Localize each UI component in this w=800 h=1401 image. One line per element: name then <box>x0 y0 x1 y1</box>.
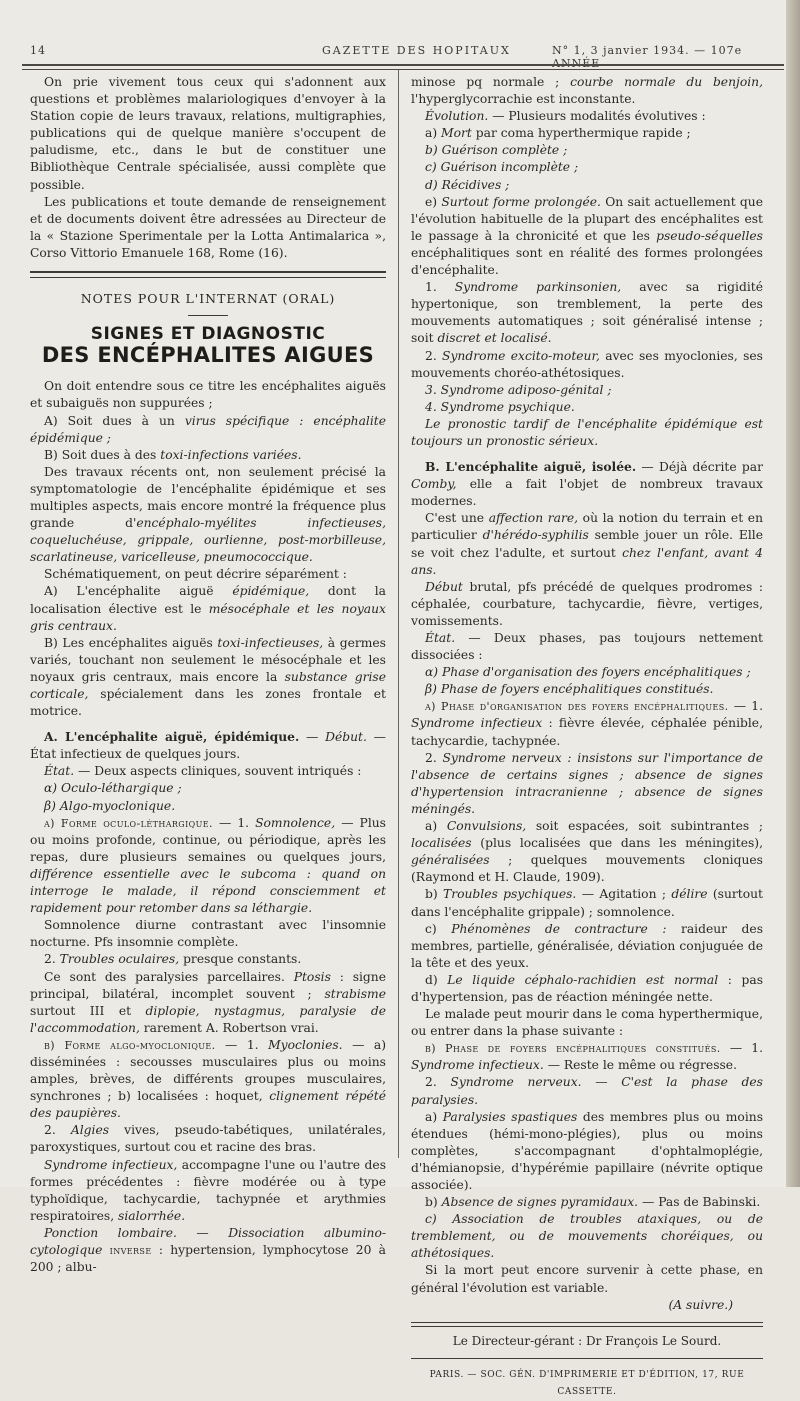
paragraph: 1. Syndrome parkinsonien, avec sa rigidité hypertonique, son tremblement, la perte des mouvements automatiques ; soit généralisé intense ; soit discret et localisé. <box>411 280 763 346</box>
short-rule <box>188 315 228 316</box>
paragraph: Schématiquement, on peut décrire séparément : <box>44 567 347 582</box>
paragraph: 2. Syndrome nerveux : insistons sur l'importance de l'absence de certains signes ; absence de signes d'hypertension intracranienne ; absence de signes méningés. <box>411 750 763 816</box>
intro-paragraph-2: Les publications et toute demande de renseignement et de documents doivent être adressées au Directeur de la « Stazione Sperimentale per la Lotta Antimalarica », Corso Vittorio Emanuele 168, Rome (16). <box>30 194 386 260</box>
list-item: a) Mort par coma hyperthermique rapide ; <box>425 126 691 141</box>
notes-heading: NOTES POUR L'INTERNAT (ORAL) <box>80 291 336 307</box>
journal-title: GAZETTE DES HOPITAUX <box>322 44 511 57</box>
list-item: d) Récidives ; <box>425 177 510 192</box>
list-item: b) Guérison complète ; <box>425 143 568 158</box>
paragraph: 2. Troubles oculaires, presque constants. <box>44 952 302 967</box>
section-a-heading: A. L'encéphalite aiguë, épidémique. — Début. — État infectieux de quelques jours. <box>30 729 386 762</box>
publisher-line: Le Directeur-gérant : Dr François Le Sourd. <box>452 1333 722 1348</box>
list-item: 3. Syndrome adiposo-génital ; <box>425 382 612 397</box>
paragraph: minose pq normale ; courbe normale du benjoin, l'hyperglycorrachie est inconstante. <box>411 75 763 107</box>
issue-info: N° 1, 3 janvier 1934. — 107e ANNÉE <box>552 44 743 70</box>
paragraph: Si la mort peut encore survenir à cette phase, en général l'évolution est variable. <box>411 1263 763 1295</box>
article-title-line-2: DES ENCÉPHALITES AIGUES <box>41 343 375 368</box>
paragraph: A) Soit dues à un virus spécifique : encéphalite épidémique ; <box>30 413 386 445</box>
footer-rule <box>411 1322 763 1327</box>
paragraph: C'est une affection rare, où la notion du terrain et en particulier d'hérédo-syphilis semble jouer un rôle. Elle se voit chez l'adulte, et surtout chez l'enfant, avant 4 ans. <box>411 511 764 577</box>
running-header <box>22 44 782 70</box>
list-item: β) Phase de foyers encéphalitiques constitués. <box>425 682 714 697</box>
paragraph: Ce sont des paralysies parcellaires. Ptosis : signe principal, bilatéral, incomplet souvent ; strabisme surtout III et diplopie, nystagmus, paralysie de l'accommodation, rarement A. Robertson vrai. <box>30 969 387 1035</box>
list-item: α) Phase d'organisation des foyers encéphalitiques ; <box>425 665 751 680</box>
article-title-line-1: SIGNES ET DIAGNOSTIC <box>90 324 326 345</box>
paragraph: α) Forme oculo-léthargique. — 1. Somnolence, — Plus ou moins profonde, continue, ou périodique, après les repas, dure plusieurs semaines ou quelques jours, différence essentielle avec le subcoma : quand on interroge le malade, il répond consciemment et rapidement pour retomber dans sa léthargie. <box>30 815 386 916</box>
paragraph: 2. Algies vives, pseudo-tabétiques, unilatérales, paroxystiques, surtout cou et racine des bras. <box>30 1123 386 1155</box>
list-item: 4. Syndrome psychique. <box>425 399 575 414</box>
paragraph: d) Le liquide céphalo-rachidien est normal : pas d'hypertension, pas de réaction méningée nette. <box>411 972 764 1004</box>
list-item: c) Guérison incomplète ; <box>425 160 579 175</box>
paragraph: Syndrome infectieux, accompagne l'une ou l'autre des formes précédentes : fièvre modérée ou à type typhoïdique, tachycardie, tachypnée et arythmies respiratoires, sialorrhée. <box>30 1157 387 1223</box>
right-column <box>411 74 763 1401</box>
paragraph: On doit entendre sous ce titre les encéphalites aiguës et subaiguës non suppurées ; <box>30 379 386 411</box>
printer-rule <box>411 1358 763 1359</box>
page-number: 14 <box>30 44 46 57</box>
paragraph: Somnolence diurne contrastant avec l'insomnie nocturne. Pfs insomnie complète. <box>30 918 386 950</box>
column-divider <box>398 70 399 1158</box>
paragraph: c) Phénomènes de contracture : raideur des membres, partielle, généralisée, déviation conjuguée de la tête et des yeux. <box>411 921 764 970</box>
paragraph: Des travaux récents ont, non seulement précisé la symptomatologie de l'encéphalite épidémique et ses multiples aspects, mais encore montré la fréquence plus grande d'encéphalo-myélites infectieuses, coqueluchéuse, grippale, ourlienne, post-morbilleuse, scarlatineuse, varicelleuse, pneumococcique. <box>30 464 386 565</box>
paragraph: 2. Syndrome excito-moteur, avec ses myoclonies, ses mouvements choréo-athétosiques. <box>411 348 763 380</box>
to-be-continued: (A suivre.) <box>668 1297 733 1312</box>
page-edge <box>786 0 800 1187</box>
section-b-heading: B. L'encéphalite aiguë, isolée. — Déjà décrite par Comby, elle a fait l'objet de nombreux travaux modernes. <box>411 459 763 509</box>
paragraph: 2. Syndrome nerveux. — C'est la phase des paralysies. <box>411 1075 763 1107</box>
paragraph: État. — Deux aspects cliniques, souvent intriqués : <box>44 764 362 779</box>
paragraph: État. — Deux phases, pas toujours nettement dissociées : <box>411 631 763 663</box>
paragraph: Évolution. — Plusieurs modalités évolutives : <box>425 109 706 124</box>
paragraph: b) Troubles psychiques. — Agitation ; délire (surtout dans l'encéphalite grippale) ; somnolence. <box>411 887 763 919</box>
paragraph: e) Surtout forme prolongée. On sait actuellement que l'évolution habituelle de la plupart des encéphalites est le passage à la chronicité et que les pseudo-séquelles encéphalitiques sont en réalité des formes prolongées d'encéphalite. <box>411 194 763 278</box>
paragraph: β) Forme algo-myoclonique. — 1. Myoclonies. — a) disséminées : secousses musculaires plus ou moins amples, brèves, de différents groupes musculaires, synchrones ; b) localisées : hoquet, clignement répété des paupières. <box>30 1037 387 1121</box>
paragraph: B) Soit dues à des toxi-infections variées. <box>44 447 302 462</box>
paragraph: Ponction lombaire. — Dissociation albumino-cytologique inverse : hypertension, lymphocytose 20 à 200 ; albu- <box>30 1225 386 1275</box>
paragraph: c) Association de troubles ataxiques, ou de tremblement, ou de mouvements choréiques, ou athétosiques. <box>411 1212 763 1261</box>
intro-paragraph-1: On prie vivement tous ceux qui s'adonnent aux questions et problèmes malariologiques d'envoyer à la Station copie de leurs travaux, relations, multigraphies, publications qui de quelque manière s'occupent de paludisme, etc., dans le but de constituer une Bibliothèque Centrale spécialisée, aussi complète que possible. <box>30 75 386 192</box>
list-item: α) Oculo-léthargique ; <box>44 781 182 796</box>
paragraph: a) Convulsions, soit espacées, soit subintrantes ; localisées (plus localisées que dans les méningites), généralisées ; quelques mouvements cloniques (Raymond et H. Claude, 1909). <box>411 819 764 885</box>
paragraph: α) Phase d'organisation des foyers encéphalitiques. — 1. Syndrome infectieux : fièvre élevée, céphalée pénible, tachycardie, tachypnée. <box>411 699 763 748</box>
paragraph: Le pronostic tardif de l'encéphalite épidémique est toujours un pronostic sérieux. <box>411 416 763 448</box>
paragraph: β) Phase de foyers encéphalitiques constitués. — 1. Syndrome infectieux. — Reste le même ou régresse. <box>411 1041 763 1073</box>
printer-line: PARIS. — SOC. GÉN. D'IMPRIMERIE ET D'ÉDITION, 17, RUE CASSETTE. <box>429 1369 745 1397</box>
paragraph: Début brutal, pfs précédé de quelques prodromes : céphalée, courbature, tachycardie, fièvre, vertiges, vomissements. <box>411 579 763 628</box>
paragraph: b) Absence de signes pyramidaux. — Pas de Babinski. <box>425 1195 761 1210</box>
paragraph: a) Paralysies spastiques des membres plus ou moins étendues (hémi-mono-plégies), plus ou moins complètes, s'accompagnant d'ophtalmoplégie, d'hémianopsie, d'hypérémie papillaire (névrite optique associée). <box>411 1109 764 1192</box>
left-column <box>30 74 386 1276</box>
section-rule <box>30 271 386 278</box>
paragraph: A) L'encéphalite aiguë épidémique, dont la localisation élective est le mésocéphale et les noyaux gris centraux. <box>30 584 387 633</box>
list-item: β) Algo-myoclonique. <box>44 798 176 813</box>
paragraph: B) Les encéphalites aiguës toxi-infectieuses, à germes variés, touchant non seulement le mésocéphale et les noyaux gris centraux, mais encore la substance grise corticale, spécialement dans les zones frontale et motrice. <box>30 635 387 719</box>
paragraph: Le malade peut mourir dans le coma hyperthermique, ou entrer dans la phase suivante : <box>411 1007 763 1039</box>
header-rule <box>22 64 784 70</box>
